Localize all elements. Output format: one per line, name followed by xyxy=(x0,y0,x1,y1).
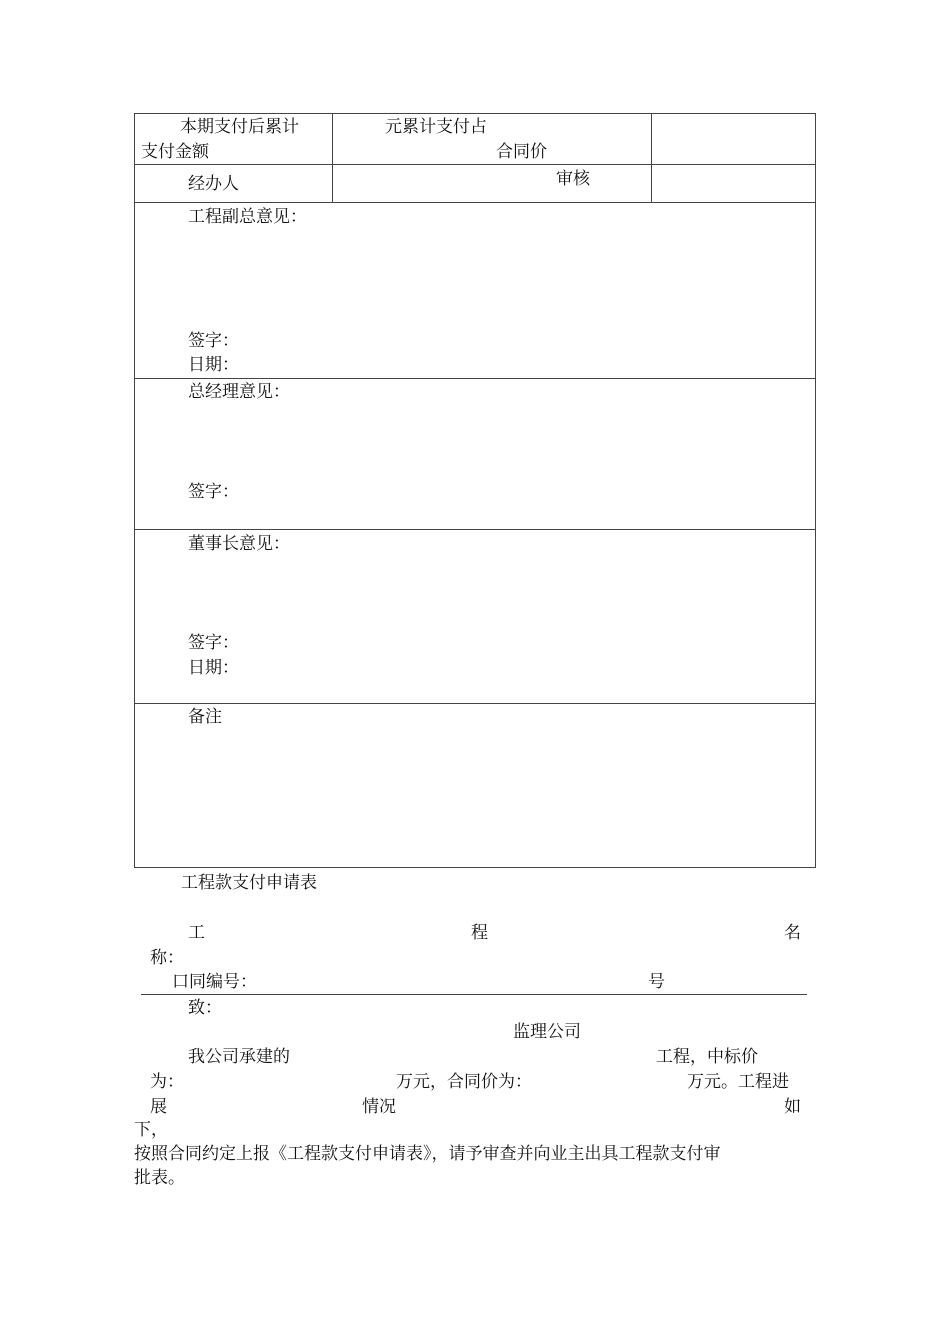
body-line1-start: 我公司承建的 xyxy=(188,1047,290,1067)
body-line2-end: 万元。工程进 xyxy=(687,1072,789,1092)
form-title: 工程款支付申请表 xyxy=(181,873,317,893)
to-label: 致： xyxy=(188,998,222,1018)
body-line3-end: 如 xyxy=(784,1097,801,1117)
cumulative-payment-label-line2: 支付金额 xyxy=(141,142,209,162)
contract-number-suffix: 号 xyxy=(648,972,665,992)
body-line4: 下， xyxy=(134,1120,168,1140)
gm-opinion-title: 总经理意见： xyxy=(188,382,290,402)
table-divider-row2 xyxy=(134,202,816,203)
cumulative-ratio-label-line1: 元累计支付占 xyxy=(385,117,487,137)
body-line5: 按照合同约定上报《工程款支付申请表》，请予审查并向业主出具工程款支付审 xyxy=(134,1144,721,1164)
body-line2-start: 为： xyxy=(150,1072,184,1092)
table-col-divider-2 xyxy=(651,113,652,203)
chairman-sign-label: 签字： xyxy=(188,633,239,653)
table-col-divider-1 xyxy=(332,113,333,203)
body-line3-middle: 情况 xyxy=(362,1097,396,1117)
cumulative-payment-label-line1: 本期支付后累计 xyxy=(180,117,299,137)
body-line1-end: 工程，中标价 xyxy=(656,1047,758,1067)
supervisor-company: 监理公司 xyxy=(513,1022,581,1042)
project-name-char2: 程 xyxy=(471,923,488,943)
table-divider-gm xyxy=(134,529,816,530)
table-divider-chairman xyxy=(134,703,816,704)
chairman-opinion-title: 董事长意见： xyxy=(188,534,290,554)
deputy-date-label: 日期： xyxy=(188,355,239,375)
project-name-char1: 工 xyxy=(188,923,205,943)
table-border-right xyxy=(815,113,816,868)
body-line3-start: 展 xyxy=(150,1097,167,1117)
table-border-top xyxy=(134,113,816,114)
gm-sign-label: 签字： xyxy=(188,482,239,502)
remarks-title: 备注 xyxy=(188,707,222,727)
deputy-opinion-title: 工程副总意见： xyxy=(188,207,307,227)
project-name-char4: 称： xyxy=(150,948,184,968)
table-divider-row1 xyxy=(134,164,816,165)
reviewer-label: 审核 xyxy=(556,169,590,189)
chairman-date-label: 日期： xyxy=(188,658,239,678)
handler-label: 经办人 xyxy=(188,174,239,194)
table-border-left xyxy=(134,113,135,868)
table-divider-deputy xyxy=(134,378,816,379)
contract-number-underline xyxy=(141,994,807,995)
contract-number-label: 口同编号： xyxy=(172,972,257,992)
project-name-char3: 名 xyxy=(784,923,801,943)
table-border-bottom xyxy=(134,867,816,868)
body-line6: 批表。 xyxy=(134,1168,185,1188)
body-line2-middle: 万元，合同价为： xyxy=(396,1072,532,1092)
cumulative-ratio-label-line2: 合同价 xyxy=(496,142,547,162)
deputy-sign-label: 签字： xyxy=(188,331,239,351)
